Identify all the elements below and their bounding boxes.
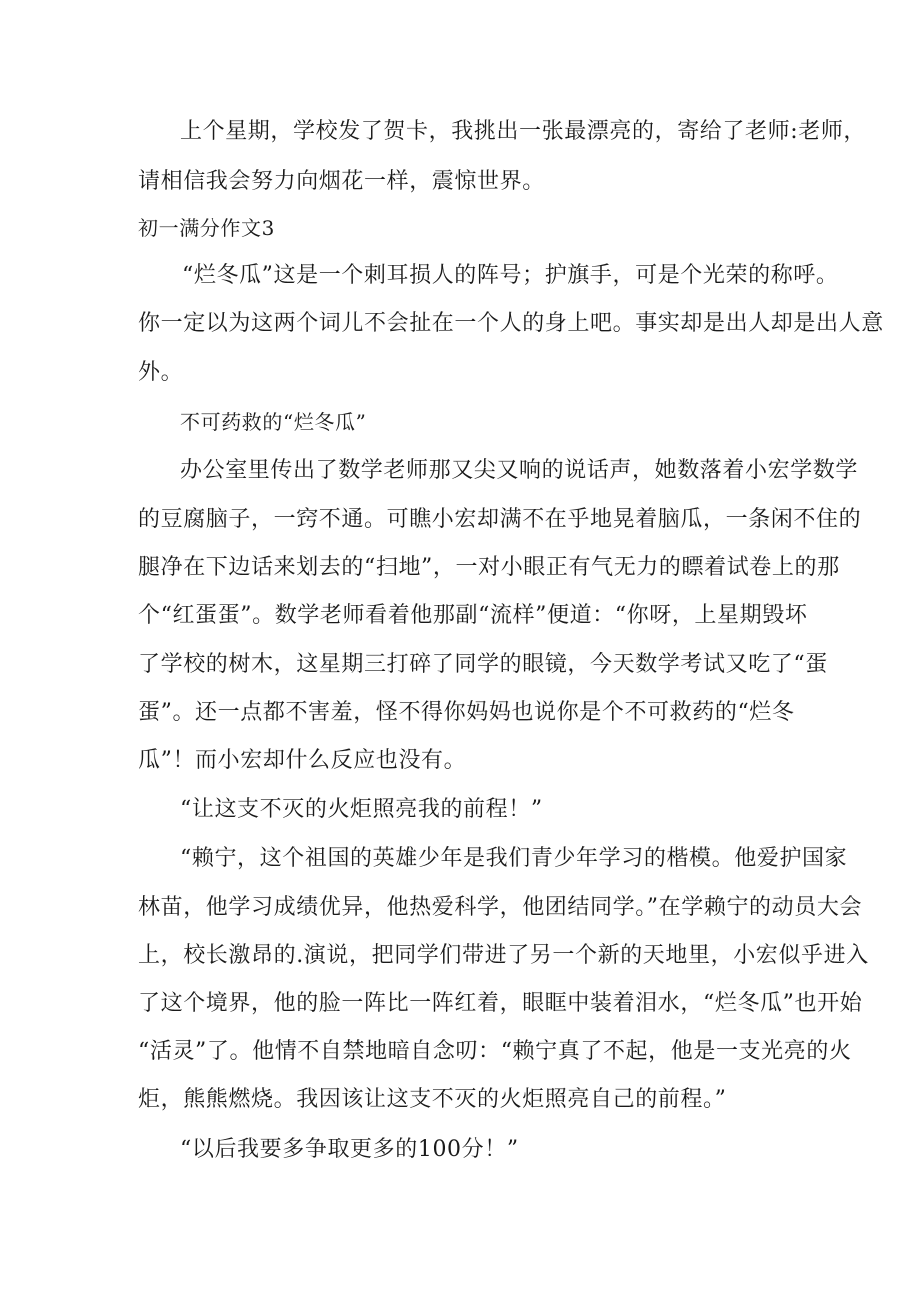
paragraph-line: 蛋”。还一点都不害羞，怪不得你妈妈也说你是个不可救药的“烂冬 (138, 700, 795, 725)
paragraph-line: 腿净在下边话来划去的“扫地”，一对小眼正有气无力的瞟着试卷上的那 (138, 555, 840, 580)
paragraph-line: 外。 (138, 360, 184, 385)
quote-line: “让这支不灭的火炬照亮我的前程！” (180, 797, 543, 822)
paragraph-line: “赖宁，这个祖国的英雄少年是我们青少年学习的楷模。他爱护国家 (180, 846, 848, 871)
section-heading: 初一满分作文3 (138, 216, 275, 240)
paragraph-line: 的豆腐脑子，一窍不通。可瞧小宏却满不在乎地晃着脑瓜，一条闲不住的 (138, 507, 862, 532)
paragraph-line: 炬，熊熊燃烧。我因该让这支不灭的火炬照亮自己的前程。” (138, 1087, 727, 1112)
paragraph-line: 林苗，他学习成绩优异，他热爱科学，他团结同学。”在学赖宁的动员大会 (138, 895, 863, 920)
paragraph-line: 瓜”！而小宏却什么反应也没有。 (138, 748, 467, 773)
quote-line: “以后我要多争取更多的100分！” (180, 1137, 519, 1162)
paragraph-line: 了这个境界，他的脸一阵比一阵红着，眼眶中装着泪水，“烂冬瓜”也开始 (138, 991, 863, 1016)
paragraph-line: “烂冬瓜”这是一个刺耳损人的阵号；护旗手，可是个光荣的称呼。 (182, 263, 839, 288)
paragraph-line: “活灵”了。他情不自禁地暗自念叨：“赖宁真了不起，他是一支光亮的火 (138, 1039, 852, 1064)
paragraph-line: 了学校的树木，这星期三打碎了同学的眼镜，今天数学考试又吃了“蛋 (138, 652, 828, 677)
paragraph-line: 请相信我会努力向烟花一样，震惊世界。 (138, 169, 545, 194)
paragraph-line: 你一定以为这两个词儿不会扯在一个人的身上吧。事实却是出人却是出人意 (138, 311, 884, 336)
paragraph-line: 个“红蛋蛋”。数学老师看着他那副“流样”便道：“你呀，上星期毁坏 (138, 603, 808, 628)
paragraph-line: 办公室里传出了数学老师那又尖又响的说话声，她数落着小宏学数学 (180, 458, 859, 483)
paragraph-line: 上，校长激昂的.演说，把同学们带进了另一个新的天地里，小宏似乎进入 (138, 943, 869, 968)
paragraph-line: 上个星期，学校发了贺卡，我挑出一张最漂亮的，寄给了老师:老师， (180, 119, 867, 144)
subtitle: 不可药救的“烂冬瓜” (180, 410, 367, 434)
